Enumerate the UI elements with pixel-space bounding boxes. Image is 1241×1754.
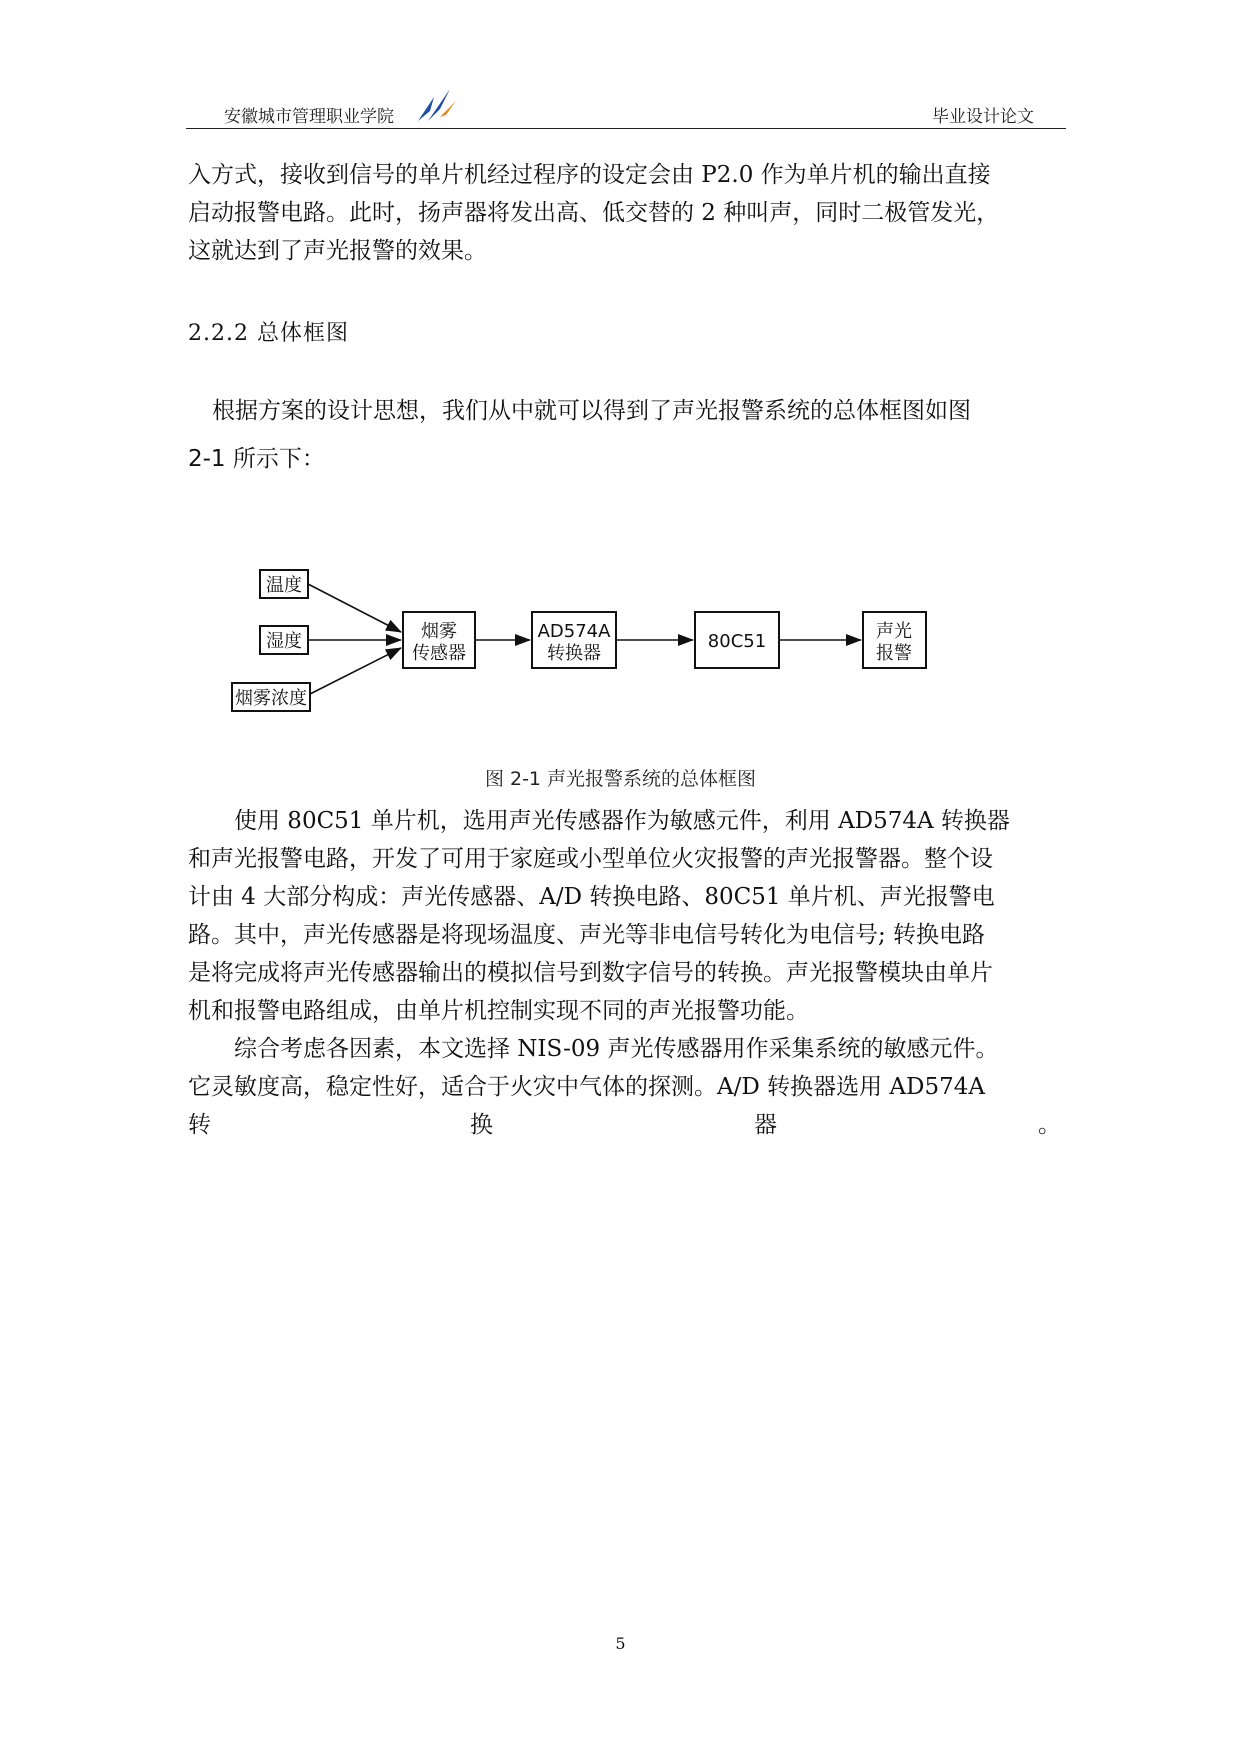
alarm-label-line-2: 报警 [876,643,912,664]
lead-line-1: 根据方案的设计思想，我们从中就可以得到了声光报警系统的总体框图如图 [212,398,971,424]
body-p1-line-6: 机和报警电路组成，由单片机控制实现不同的声光报警功能。 [188,998,809,1024]
figure-reference: 2-1 [188,446,226,472]
body-p1-line-4: 路。其中，声光传感器是将现场温度、声光等非电信号转化为电信号; 转换电路 [188,922,986,948]
input-smoke-density-box [232,683,310,711]
section-heading: 2.2.2 总体框图 [188,321,349,346]
arrow-smoke-density [310,648,401,694]
input-temperature-label: 温度 [266,575,302,596]
last-line-char-4: 。 [1038,1112,1061,1138]
body-p1-line-3: 计由 4 大部分构成：声光传感器、A/D 转换电路、80C51 单片机、声光报警电 [188,884,995,910]
body-paragraph-2 [188,1030,1064,1144]
input-humidity-box [260,626,308,654]
body-p1-line-1: 使用 80C51 单片机，选用声光传感器作为敏感元件，利用 AD574A 转换器 [188,808,1010,834]
last-line-char-3: 器 [754,1112,777,1138]
body-paragraph-1 [188,802,1064,1030]
system-block-diagram [225,560,1025,730]
body-p1-line-5: 是将完成将声光传感器输出的模拟信号到数字信号的转换。声光报警模块由单片 [188,960,993,986]
lead-line-2-text: 所示下： [225,446,325,472]
arrow-temperature [308,584,401,632]
intro-line-1: 入方式，接收到信号的单片机经过程序的设定会由 P2.0 作为单片机的输出直接 [188,162,991,188]
sensor-label-line-1: 烟雾 [421,621,457,642]
input-smoke-density-label: 烟雾浓度 [235,688,307,709]
last-line-char-2: 换 [470,1112,493,1138]
body-p1-line-2: 和声光报警电路，开发了可用于家庭或小型单位火灾报警的声光报警器。整个设 [188,846,993,872]
intro-line-3: 这就达到了声光报警的效果。 [188,238,487,264]
header-doc-type: 毕业设计论文 [932,107,1034,127]
mcu-label: 80C51 [707,631,767,652]
sensor-label-line-2: 传感器 [412,643,466,664]
body-p2-line-2: 它灵敏度高，稳定性好，适合于火灾中气体的探测。A/D 转换器选用 AD574A [188,1074,985,1100]
input-temperature-box [260,570,308,598]
alarm-label-line-1: 声光 [876,621,912,642]
intro-line-2: 启动报警电路。此时，扬声器将发出高、低交替的 2 种叫声，同时二极管发光， [188,200,1000,226]
page-number: 5 [615,1634,626,1653]
lead-paragraph [188,392,1064,478]
mcu-80c51-box [695,612,779,668]
last-line-char-1: 转 [188,1112,211,1138]
adc-label-line-2: 转换器 [547,643,601,664]
adc-label-line-1: AD574A [537,621,611,642]
input-humidity-label: 湿度 [266,631,302,652]
page-header [186,82,1066,129]
adc-converter-box [532,612,616,668]
header-school-name: 安徽城市管理职业学院 [224,107,394,127]
intro-paragraph [188,156,1064,270]
lead-line-2 [188,440,1064,478]
school-logo-icon [416,87,458,123]
figure-caption: 图 2-1 声光报警系统的总体框图 [484,768,757,790]
body-p2-line-1: 综合考虑各因素，本文选择 NIS-09 声光传感器用作采集系统的敏感元件。 [188,1036,999,1062]
body-p2-last-line [188,1106,1064,1144]
sound-light-alarm-box [863,612,926,668]
smoke-sensor-box [403,612,475,668]
